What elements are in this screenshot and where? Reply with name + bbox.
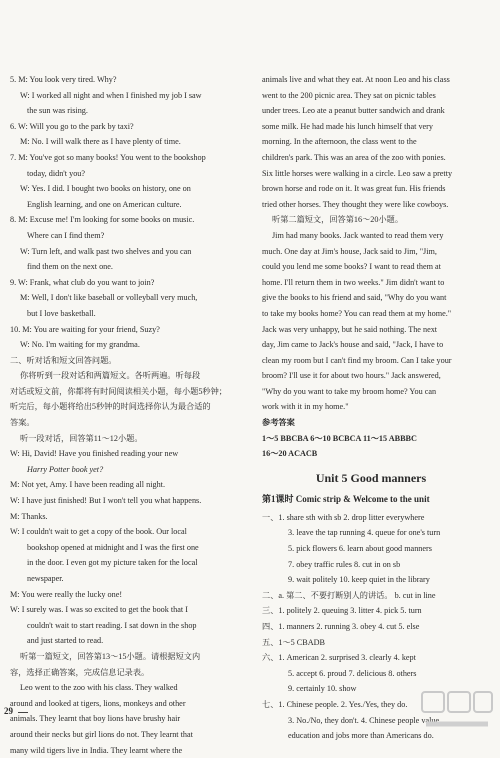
left-text-line: M: No. I will walk there as I have plenty of time. [20,137,181,147]
answer-line: 五、1～5 CBADB [262,637,326,647]
left-text-line: M: Well, I don't like baseball or volleyball very much, [20,293,198,303]
right-text-line: 参考答案 [262,418,295,428]
right-text-line: much. One day at Jim's house, Jack said to Jim, "Jim, [262,246,437,256]
left-text-line: W: I couldn't wait to get a copy of the book. Our local [10,527,187,537]
answer-line: 9. certainly 10. show [288,684,357,694]
left-text-line: many wild tigers live in India. They learnt where the [10,745,183,755]
right-text-line: 16～20 ACACB [262,449,318,459]
left-text-line: 二、听对话和短文回答问题。 [10,355,117,365]
left-text-line: W: I surely was. I was so excited to get the book that I [10,605,188,615]
page-number: 29 [4,706,13,716]
left-text-line: M: Thanks. [10,511,48,521]
right-text-line: went to the 200 picnic area. They sat on picnic tables [262,90,436,100]
right-text-line: brown horse and rode on it. It was great fun. His friends [262,184,446,194]
lesson-title: 第1课时 Comic strip & Welcome to the unit [262,493,430,504]
answer-line: 5. accept 6. proud 7. delicious 8. others [288,668,417,678]
left-column [10,72,228,758]
answer-line: 一、1. share sth with sb 2. drop litter everywhere [262,512,425,522]
right-text-line: home. I'll return them in two weeks." Jim didn't want to [262,277,445,287]
page-number-dash [18,712,28,713]
left-text-line: W: No. I'm waiting for my grandma. [20,340,140,350]
answer-line: 7. obey traffic rules 8. cut in on sb [288,559,401,569]
right-text-line: Six little horses were walking in a circle. Leo saw a pretty [262,168,453,178]
right-text-line: clean my room but I can't find my broom. Can I take your [262,355,452,365]
answer-line: 四、1. manners 2. running 3. obey 4. cut 5. else [262,622,420,631]
answer-line: 六、1. American 2. surprised 3. clearly 4. kept [262,653,416,663]
left-text-line: Leo went to the zoo with his class. They walked [20,683,178,693]
answer-line: 3. leave the tap running 4. queue for one's turn [288,528,441,538]
answer-line: 三、1. politely 2. queuing 3. litter 4. pick 5. turn [262,606,422,616]
left-text-line: Where can I find them? [27,230,105,240]
watermark-logo-icon [420,688,494,732]
answer-line: 3. No./No, they don't. 4. Chinese people value [288,715,440,725]
right-text-block [262,72,480,462]
left-text-line: animals. They learnt that boy lions have brushy hair [10,714,181,724]
right-column [262,72,480,744]
left-text-line: 10. M: You are waiting for your friend, Suzy? [10,324,160,334]
right-text-line: 听第二篇短文，回答第16～20小题。 [272,215,404,225]
left-text-line: 9. W: Frank, what club do you want to join? [10,277,155,287]
right-text-line: children's park. This was an area of the zoo with ponies. [262,152,446,162]
left-text-line: around and looked at tigers, lions, monkeys and other [10,698,186,708]
left-text-line: 8. M: Excuse me! I'm looking for some books on music. [10,215,195,225]
right-text-line: 1～5 BBCBA 6～10 BCBCA 11～15 ABBBC [262,433,417,443]
left-text-line: newspaper. [27,574,64,583]
right-text-line: give the books to his friend and said, "Why do you want [262,293,447,303]
left-text-line: and just started to read. [27,636,104,646]
answer-line: education and jobs more than Americans do. [288,731,434,741]
left-text-line: W: Hi, David! Have you finished reading your new [10,449,179,459]
right-text-line: day, Jim came to Jack's house and said, "Jack, I have to [262,340,444,350]
right-text-line: could you lend me some books? I want to read them at [262,262,441,272]
right-text-line: tried other horses. They thought they were like cowboys. [262,199,449,209]
left-text-line: W: I worked all night and when I finished my job I saw [20,90,202,100]
left-text-line: in the door. I even got my picture taken for the local [27,558,198,568]
left-text-line: 对话或短文前，你都将有时间阅读相关小题，每小题5秒钟； [10,386,227,396]
left-text-line: 答案。 [10,418,35,428]
answer-line: 5. pick flowers 6. learn about good manners [288,544,432,554]
left-text-line: the sun was rising. [27,106,88,116]
right-text-line: Jack was very unhappy, but he said nothing. The next [262,324,438,334]
right-text-line: Jim had many books. Jack wanted to read them very [272,230,444,240]
left-text-line: around their necks but girl lions do not. They learnt that [10,729,193,739]
left-text-line: today, didn't you? [27,168,86,178]
answer-line: 9. wait politely 10. keep quiet in the library [288,575,430,585]
left-text-line: 听一段对话，回答第11～12小题。 [20,433,143,443]
unit-title: Unit 5 Good manners [315,470,427,485]
left-text-line: English learning, and one on American culture. [27,199,182,209]
right-text-line: work with it in my home." [262,402,349,412]
left-text-line: 听完后，每小题将给出5秒钟的时间选择你认为最合适的 [10,402,211,412]
right-text-line: to take my books home? You can read them at my home." [262,308,452,318]
left-text-line: 你将听到一段对话和两篇短文。各听两遍。听每段 [20,371,201,381]
left-text-line: W: Yes. I did. I bought two books on history, one on [20,184,191,194]
left-text-line: find them on the next one. [27,262,113,272]
left-text-line: W: I have just finished! But I won't tell you what happens. [10,496,202,506]
left-text-line: W: Turn left, and walk past two shelves and you can [20,246,192,256]
left-text-line: couldn't wait to start reading. I sat down in the shop [27,620,197,630]
left-text-line: 6. W: Will you go to the park by taxi? [10,121,134,131]
left-text-line: but I love basketball. [27,308,96,318]
right-text-line: broom? I'll use it for about two hours." Jack answered, [262,371,441,381]
left-text-line: 7. M: You've got so many books! You went to the bookshop [10,152,206,162]
answer-line: 二、a. 第二、不要打断别人的讲话。 b. cut in line [262,590,436,600]
left-text-line: 听第一篇短文，回答第13～15小题。请根据短文内 [20,651,201,661]
right-text-line: some milk. He had made his lunch himself that very [262,121,433,131]
right-text-line: "Why do you want to take my broom home? You can [262,386,437,396]
right-text-line: morning. In the afternoon, the class went to the [262,137,417,147]
left-text-line: 5. M: You look very tired. Why? [10,75,117,84]
right-text-line: under trees. Leo ate a peanut butter sandwich and drank [262,106,445,116]
left-text-line: M: You were really the lucky one! [10,589,123,599]
left-text-line: bookshop opened at midnight and I was the first one [27,542,199,552]
answer-line: 七、1. Chinese people. 2. Yes./Yes, they do. [262,699,408,709]
left-text-line: M: Not yet, Amy. I have been reading all night. [10,480,165,490]
left-text-line: 容，选择正确答案，完成信息记录表。 [10,667,150,677]
left-text-line: Harry Potter book yet? [27,464,104,474]
right-text-line: animals live and what they eat. At noon Leo and his class [262,75,450,84]
